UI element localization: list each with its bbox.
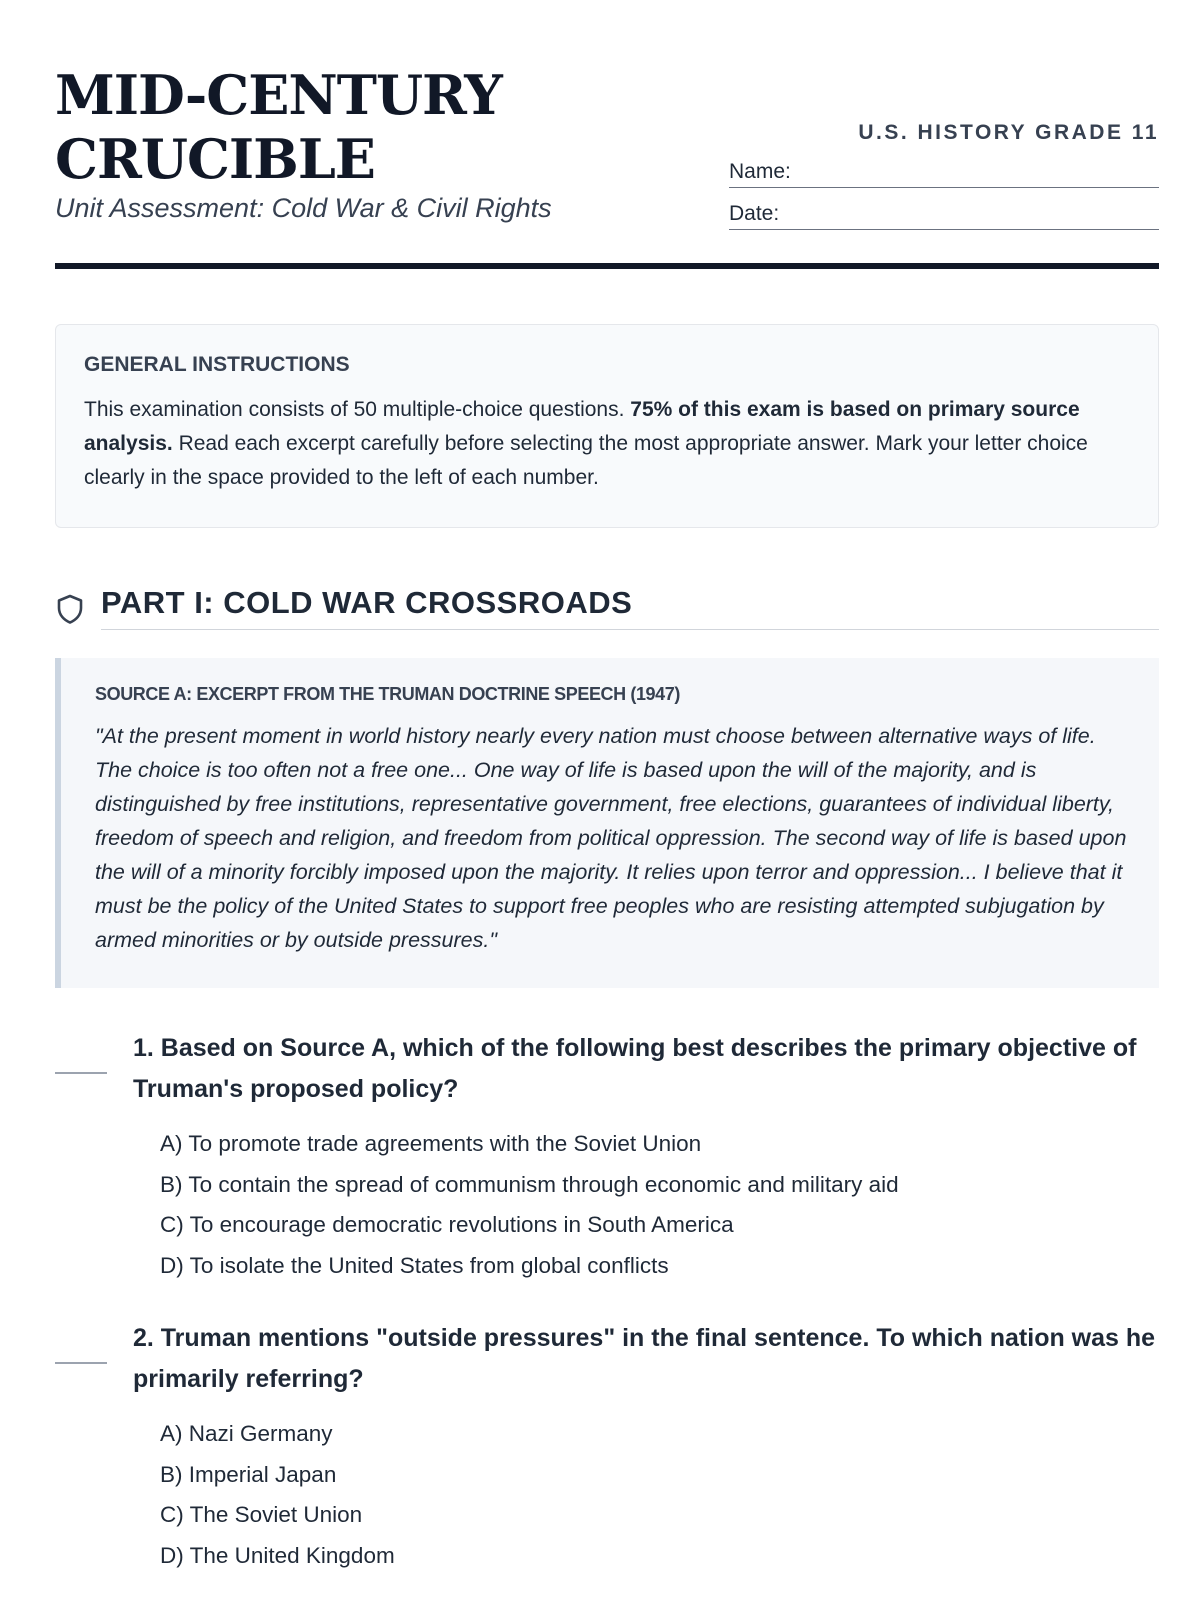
question-1-options [160, 1124, 899, 1286]
exam-subtitle: Unit Assessment: Cold War & Civil Rights [55, 193, 552, 223]
source-a-title: SOURCE A: EXCERPT FROM THE TRUMAN DOCTRINE SPEECH (1947) [95, 684, 680, 704]
name-label: Name: [729, 160, 791, 183]
part-1-heading [55, 585, 1159, 631]
part-1-title: PART I: COLD WAR CROSSROADS [101, 585, 1159, 630]
question-2-text: 2. Truman mentions "outside pressures" in the final sentence. To which nation was he primarily referring? [133, 1324, 1156, 1393]
exam-header [55, 55, 1159, 270]
option-c: C) The Soviet Union [160, 1502, 363, 1527]
instructions-text-end: Read each excerpt carefully before selecting the most appropriate answer. Mark your letter choice clearly in the space provided to the left of each number. [84, 432, 1088, 489]
name-field[interactable] [729, 157, 1159, 188]
instructions-heading: GENERAL INSTRUCTIONS [84, 353, 350, 376]
option-c: C) To encourage democratic revolutions in South America [160, 1212, 734, 1237]
option-a: A) Nazi Germany [160, 1421, 333, 1446]
source-a-block [55, 658, 1159, 988]
header-divider [55, 263, 1159, 269]
option-b: B) Imperial Japan [160, 1461, 337, 1487]
source-a-quote: "At the present moment in world history nearly every nation must choose between alternative ways of life. The choice is too often not a free one... One way of life is based upon the will of the majority, and is distinguished by free institutions, representative government, free elections, guarantees of individual liberty, freedom of speech and religion, and freedom from political oppression. The second way of life is based upon the will of a minority forcibly imposed upon the majority. It relies upon terror and oppression... I believe that it must be the policy of the United States to support free peoples who are resisting attempted subjugation by armed minorities or by outside pressures." [95, 724, 1127, 952]
date-label: Date: [729, 202, 780, 225]
option-a: A) To promote trade agreements with the Soviet Union [160, 1131, 702, 1156]
title-line-2: CRUCIBLE [55, 127, 375, 191]
option-b: B) To contain the spread of communism through economic and military aid [160, 1171, 899, 1197]
instructions-emphasis: 75% of this exam is based on primary source analysis. [84, 398, 1080, 455]
question-2-options [160, 1414, 395, 1576]
date-field[interactable] [729, 199, 1159, 230]
option-d: D) To isolate the United States from global conflicts [160, 1252, 669, 1278]
exam-title [55, 63, 695, 191]
answer-blank-1[interactable] [55, 1072, 107, 1074]
course-label: U.S. HISTORY GRADE 11 [858, 121, 1159, 144]
instructions-text [84, 393, 1130, 495]
instructions-text-start: This examination consists of 50 multiple-choice questions. [84, 398, 631, 421]
shield-icon [55, 593, 85, 625]
title-line-1: MID-CENTURY [55, 63, 502, 127]
instructions-box [55, 324, 1159, 528]
question-1-text: 1. Based on Source A, which of the following best describes the primary objective of Truman's proposed policy? [133, 1034, 1137, 1103]
option-d: D) The United Kingdom [160, 1542, 395, 1568]
answer-blank-2[interactable] [55, 1362, 107, 1364]
